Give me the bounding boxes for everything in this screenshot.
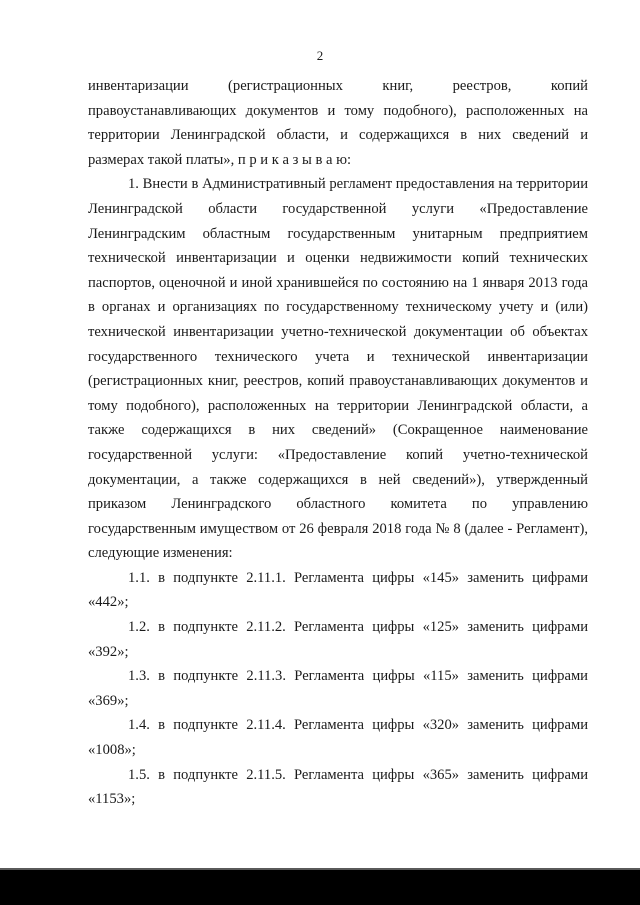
scan-bottom-border — [0, 870, 640, 905]
list-item: 1.2. в подпункте 2.11.2. Регламента цифры «125» заменить цифрами «392»; — [88, 619, 588, 660]
document-body — [88, 74, 588, 812]
list-item: 1.5. в подпункте 2.11.5. Регламента цифры «365» заменить цифрами «1153»; — [88, 766, 588, 808]
list-item: 1.1. в подпункте 2.11.1. Регламента цифры «145» заменить цифрами «442»; — [88, 569, 588, 611]
point-1-paragraph: 1. Внести в Административный регламент предоставления на территории Ленинградской области государственной услуги «Предоставление Ленинградским областным государственным унитарным предприятием технической инвентаризации и оценки недвижимости копий технических паспортов, оценочной и иной хранившейся по состоянию на 1 января 2013 года в органах и организациях по государственному техническому учету и (или) технической инвентаризации учетно-технической документации об объектах государственного технического учета и технической инвентаризации (регистрационных книг, реестров, копий правоустанавливающих документов и тому подобного), расположенных на территории Ленинградской области, а также содержащихся в них сведений» (Сокращенное наименование государственной услуги: «Предоставление копий учетно-технической документации, а также содержащихся в ней сведений»), утвержденный приказом Ленинградского областного комитета по управлению государственным имуществом от 26 февраля 2018 года № 8 (далее - Регламент), следующие изменения: — [88, 176, 588, 562]
list-item: 1.3. в подпункте 2.11.3. Регламента цифры «115» заменить цифрами «369»; — [88, 668, 588, 709]
list-item: 1.4. в подпункте 2.11.4. Регламента цифры «320» заменить цифрами «1008»; — [88, 717, 588, 759]
page-number: 2 — [316, 48, 324, 63]
intro-paragraph: инвентаризации (регистрационных книг, реестров, копий правоустанавливающих документов и тому подобного), расположенных на территории Ленинградской области, и содержащихся в них сведений и размерах такой платы», п р и к а з ы в а ю: — [88, 78, 588, 168]
